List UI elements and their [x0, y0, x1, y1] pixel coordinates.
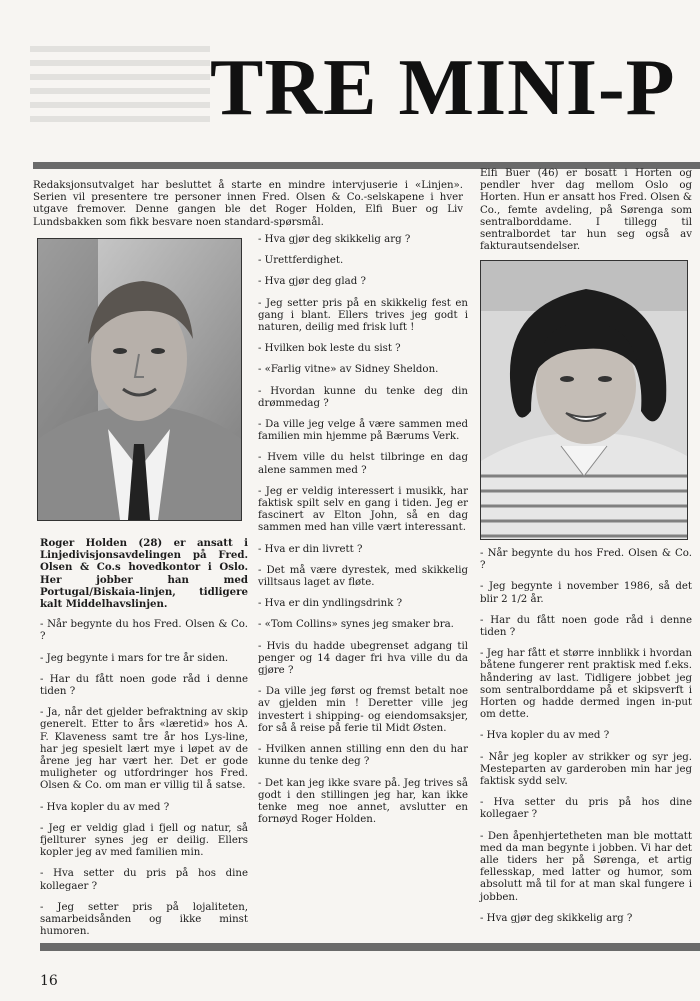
qa-line: - Den åpenhjertetheten man ble mottatt med da man begynte i jobben. Vi har det alle tiders her på Sørenga, et artig fellesskap, med latter og humor, som absolutt må til for at man skal fungere i jobben. [480, 830, 692, 903]
column-right [480, 548, 692, 934]
qa-line: - Hva gjør deg skikkelig arg ? [480, 912, 633, 924]
qa-line: - Jeg er veldig interessert i musikk, har faktisk spilt selv en gang i tiden. Jeg er fascinert av Elton John, så en dag sammen med han ville vært interessant. [258, 485, 468, 534]
qa-line: - Hva gjør deg glad ? [258, 276, 366, 288]
qa-line: - Jeg setter pris på en skikkelig fest en gang i blant. Ellers trives jeg godt i naturen, deilig med frisk luft ! [258, 297, 468, 334]
roger-caption [40, 537, 248, 610]
qa-line: - Hvem ville du helst tilbringe en dag alene sammen med ? [258, 452, 468, 476]
column-middle [258, 234, 468, 835]
qa-line: - Jeg begynte i mars for tre år siden. [40, 652, 229, 664]
qa-line: - Har du fått noen gode råd i denne tiden ? [40, 673, 248, 698]
portrait-woman-icon [481, 261, 687, 539]
qa-line: - Hva gjør deg skikkelig arg ? [258, 234, 411, 245]
qa-line: - Hvilken bok leste du sist ? [258, 343, 401, 355]
qa-line: - Det må være dyrestek, med skikkelig villtsaus laget av fløte. [258, 564, 468, 589]
qa-line: - Hvordan kunne du tenke deg din drømmedag ? [258, 385, 468, 409]
portrait-man-icon [38, 239, 241, 520]
qa-line: - Jeg har fått et større innblikk i hvordan båtene fungerer rent praktisk med f.eks. håndering av last. Tidligere jobbet jeg som sentralborddame på et skipsverft i Horten og hadde dermed ingen in-put om dette. [480, 648, 692, 721]
qa-line: - Når begynte du hos Fred. Olsen & Co. ? [480, 548, 692, 572]
qa-line: - Når jeg kopler av strikker og syr jeg. Mesteparten av garderoben min har jeg faktisk sydd selv. [480, 751, 692, 788]
roger-caption-text: Roger Holden (28) er ansatt i Linjedivisjonsavdelingen på Fred. Olsen & Co.s hovedkontor i Oslo. Her jobber han med Portugal/Biskaia-linjen, tidligere kalt Middelhavslinjen. [40, 537, 248, 611]
qa-line: - Jeg setter pris på lojaliteten, samarbeidsånden og ikke minst humoren. [40, 901, 248, 938]
qa-line: - Jeg er veldig glad i fjell og natur, så fjellturer synes jeg er deilig. Ellers kopler jeg av med familien min. [40, 822, 248, 859]
page-number: 16 [40, 973, 58, 989]
qa-line: - Hva er din livrett ? [258, 543, 363, 555]
qa-line: - «Farlig vitne» av Sidney Sheldon. [258, 364, 439, 376]
qa-line: - Har du fått noen gode råd i denne tiden ? [480, 614, 692, 639]
qa-line: - Ja, når det gjelder befraktning av skip generelt. Etter to års «læretid» hos A. F. Klaveness samt tre år hos Lys-line, har jeg spesielt lært mye i løpet av de årene jeg har vært her. Det er gode muligheter og utfordringer hos Fred. Olsen & Co. om man er villig til å satse. [40, 707, 248, 792]
roger-holden-photo [37, 238, 242, 521]
elfi-intro: Elfi Buer (46) er bosatt i Horten og pendler hver dag mellom Oslo og Horten. Hun er ansatt hos Fred. Olsen & Co., femte avdeling, på Sørenga som sentralborddame. I tillegg til sentralbordet tar hun seg også av fakturautsendelser. [480, 168, 692, 253]
qa-line: - Hva kopler du av med ? [40, 801, 170, 813]
column-right-intro [480, 168, 692, 262]
page-headline: TRE MINI-P [210, 44, 676, 132]
qa-line: - Hva er din yndlingsdrink ? [258, 598, 403, 610]
qa-line: - Det kan jeg ikke svare på. Jeg trives så godt i den stillingen jeg har, kan ikke tenke meg noe annet, avslutter en fornøyd Roger Holden. [258, 777, 468, 826]
intro-text [33, 180, 463, 238]
column-left [40, 537, 248, 947]
qa-line: - «Tom Collins» synes jeg smaker bra. [258, 619, 454, 631]
qa-line: - Hva kopler du av med ? [480, 730, 610, 742]
intro-paragraph: Redaksjonsutvalget har besluttet å starte en mindre intervjuserie i «Linjen». Serien vil presentere tre personer innen Fred. Olsen & Co.-selskapene i hver utgave fremover. Denne gangen ble det Roger Holden, Elfi Buer og Liv Lundsbakken som fikk besvare noen standard-spørsmål. [33, 180, 463, 228]
qa-line: - Hvis du hadde ubegrenset adgang til penger og 14 dager fri hva ville du da gjøre ? [258, 640, 468, 677]
qa-line: - Når begynte du hos Fred. Olsen & Co. ? [40, 619, 248, 643]
qa-line: - Urettferdighet. [258, 255, 344, 267]
qa-line: - Jeg begynte i november 1986, så det blir 2 1/2 år. [480, 581, 692, 605]
bottom-divider [40, 943, 700, 951]
faded-background-print [30, 38, 210, 158]
qa-line: - Hvilken annen stilling enn den du har kunne du tenke deg ? [258, 744, 468, 768]
qa-line: - Hva setter du pris på hos dine kollegaer ? [40, 868, 248, 892]
qa-line: - Hva setter du pris på hos dine kollegaer ? [480, 797, 692, 821]
qa-line: - Da ville jeg velge å være sammen med familien min hjemme på Bærums Verk. [258, 419, 468, 443]
qa-line: - Da ville jeg først og fremst betalt noe av gjelden min ! Deretter ville jeg investert i shipping- og eiendomsaksjer, for så å reise på ferie til Midt Østen. [258, 686, 468, 734]
elfi-buer-photo [480, 260, 688, 540]
